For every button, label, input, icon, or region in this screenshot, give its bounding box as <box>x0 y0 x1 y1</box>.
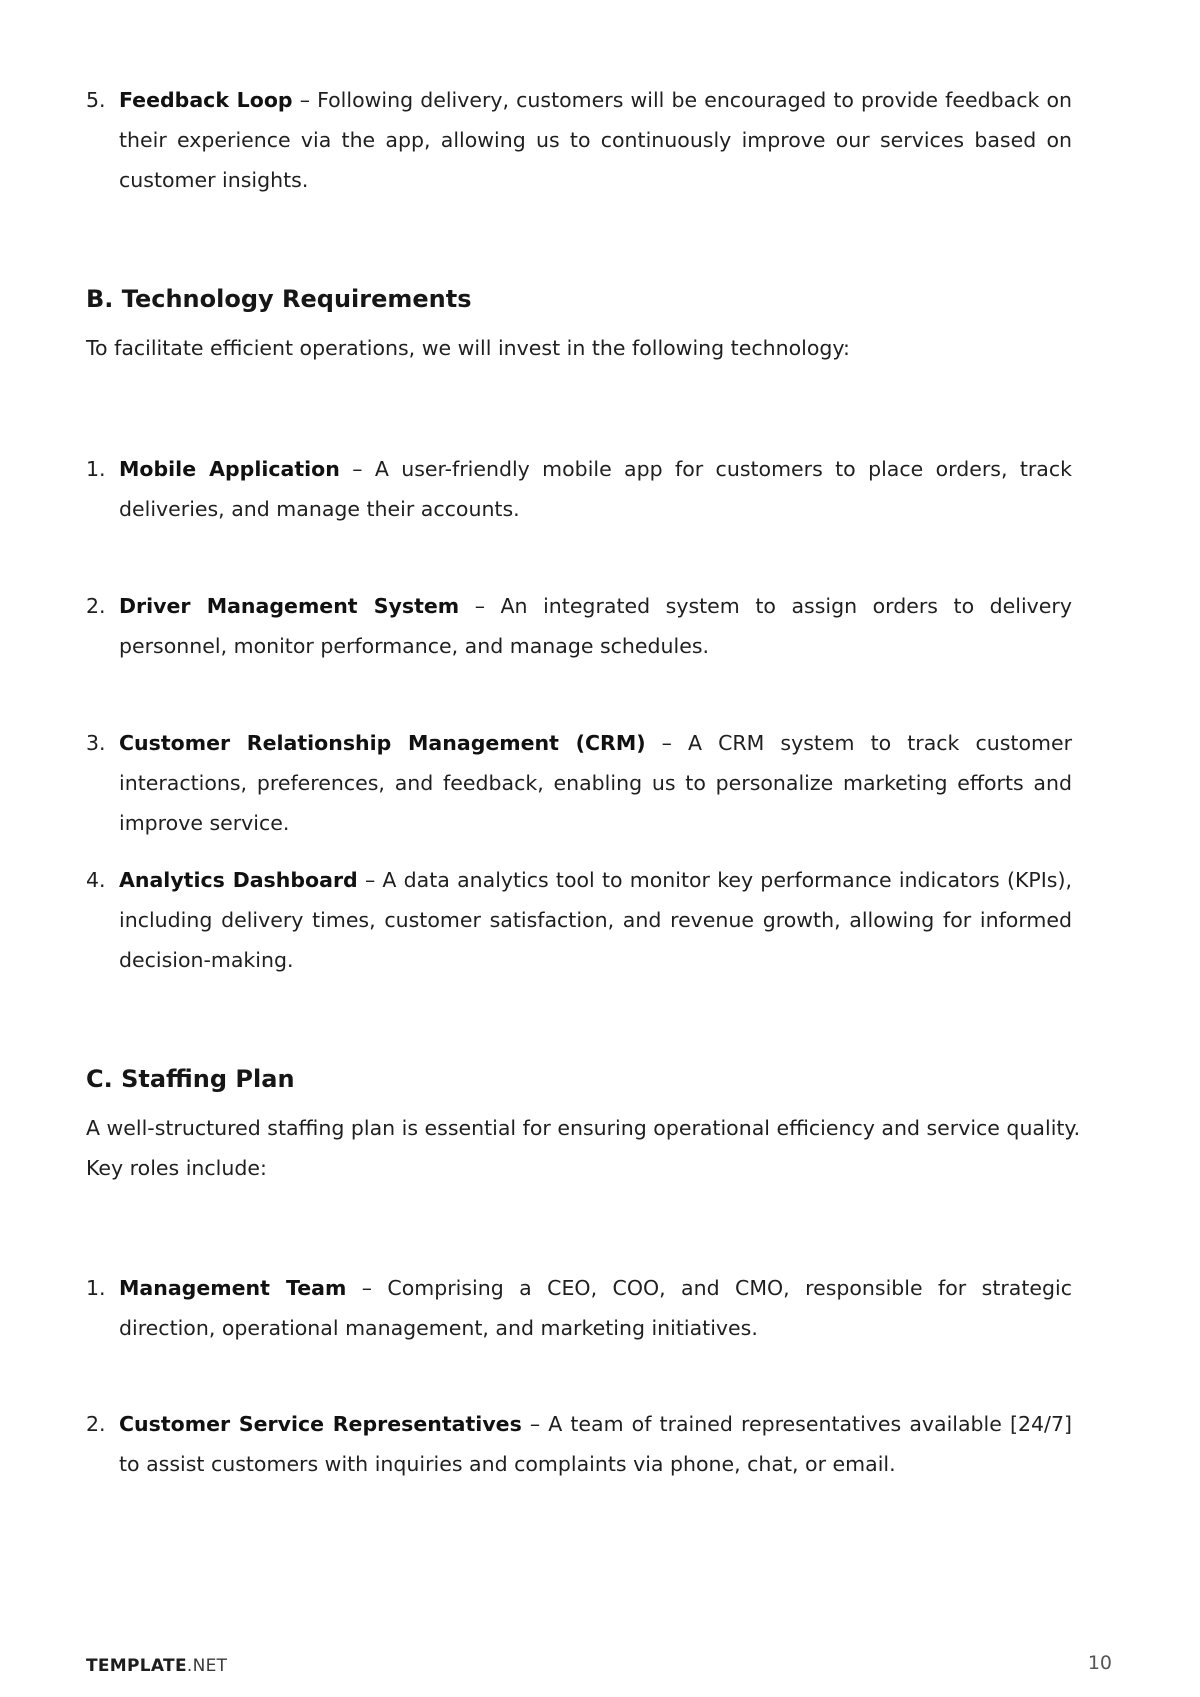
list-item-number: 4. <box>86 868 106 892</box>
section-heading-staffing: C. Staffing Plan <box>86 1065 295 1093</box>
list-item-term: Mobile Application <box>119 457 340 481</box>
list-item-driver-management <box>86 586 1072 666</box>
footer-brand-light: .NET <box>186 1656 228 1676</box>
list-item-text: – An integrated system to assign orders to delivery personnel, monitor performance, and manage schedules. <box>119 594 1072 658</box>
list-item-text: – A user-friendly mobile app for customers to place orders, track deliveries, and manage their accounts. <box>119 457 1072 521</box>
list-item-text: – Following delivery, customers will be encouraged to provide feedback on their experience via the app, allowing us to continuously improve our services based on customer insights. <box>119 88 1072 192</box>
list-item-mobile-application <box>86 449 1072 529</box>
list-item-term: Feedback Loop <box>119 88 293 112</box>
list-item-text: – A data analytics tool to monitor key performance indicators (KPIs), including delivery times, customer satisfaction, and revenue growth, allowing for informed decision-making. <box>119 868 1072 972</box>
list-item-text: – Comprising a CEO, COO, and CMO, responsible for strategic direction, operational management, and marketing initiatives. <box>119 1276 1072 1340</box>
list-item-feedback-loop <box>86 80 1072 200</box>
section-heading-technology: B. Technology Requirements <box>86 285 472 313</box>
list-item-text: – A team of trained representatives available [24/7] to assist customers with inquiries and complaints via phone, chat, or email. <box>119 1412 1072 1476</box>
list-item-term: Analytics Dashboard <box>119 868 358 892</box>
list-item-number: 3. <box>86 731 106 755</box>
list-item-number: 2. <box>86 594 106 618</box>
list-item-term: Management Team <box>119 1276 347 1300</box>
list-item-number: 5. <box>86 88 106 112</box>
footer-brand-bold: TEMPLATE <box>86 1656 187 1676</box>
list-item-term: Customer Relationship Management (CRM) <box>119 731 646 755</box>
list-item-crm <box>86 723 1072 843</box>
list-item-term: Driver Management System <box>119 594 460 618</box>
list-item-customer-service <box>86 1404 1072 1484</box>
list-item-analytics-dashboard <box>86 860 1072 980</box>
list-item-text: – A CRM system to track customer interactions, preferences, and feedback, enabling us to personalize marketing efforts and improve service. <box>119 731 1072 835</box>
section-intro-technology: To facilitate efficient operations, we will invest in the following technology: <box>86 336 850 360</box>
page-number: 10 <box>1087 1652 1112 1674</box>
footer-brand-logo <box>86 1656 227 1676</box>
list-item-number: 1. <box>86 1276 106 1300</box>
list-item-number: 1. <box>86 457 106 481</box>
list-item-management-team <box>86 1268 1072 1348</box>
list-item-term: Customer Service Representatives <box>119 1412 522 1436</box>
list-item-number: 2. <box>86 1412 106 1436</box>
section-intro-staffing: A well-structured staffing plan is essential for ensuring operational efficiency and service quality. Key roles include: <box>86 1116 1081 1180</box>
